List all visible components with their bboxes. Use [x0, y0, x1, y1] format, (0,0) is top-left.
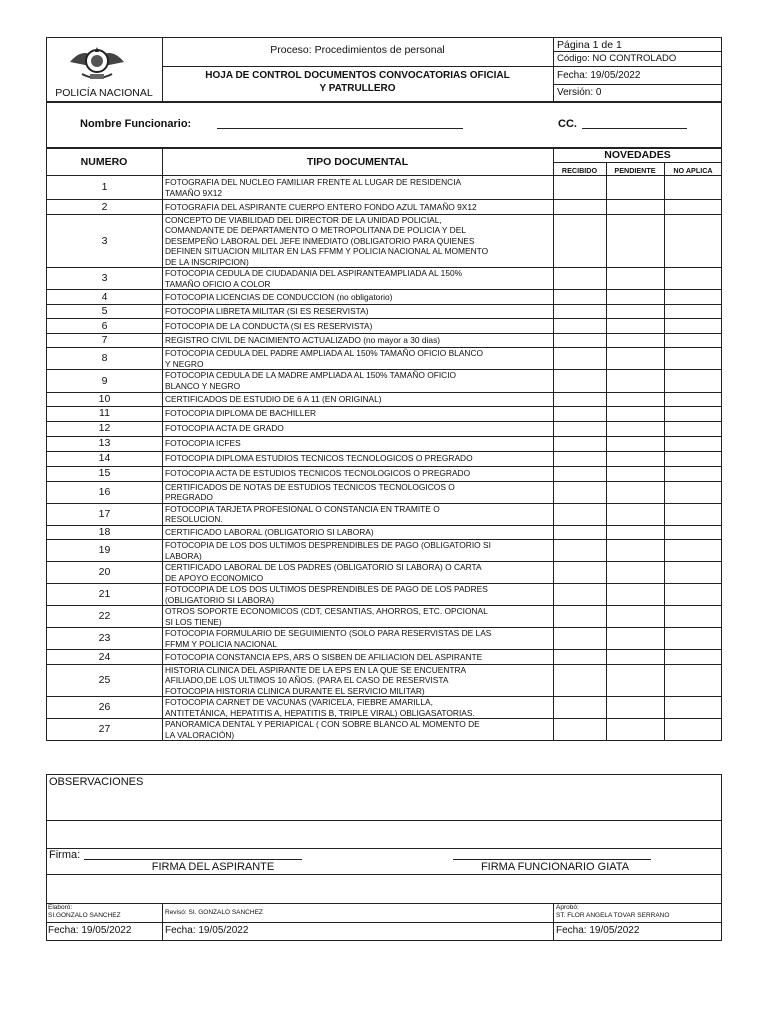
row-pending-cell[interactable] [607, 333, 665, 348]
row-received-cell[interactable] [554, 370, 607, 393]
row-number: 5 [47, 304, 163, 319]
document-type-line: TAMAÑO 9X12 [165, 187, 223, 198]
row-number: 13 [47, 436, 163, 451]
row-na-cell[interactable] [665, 290, 722, 305]
row-document-type [163, 451, 554, 466]
table-row [47, 214, 722, 268]
document-type-line: SI LOS TIENE) [165, 616, 222, 627]
row-pending-cell[interactable] [607, 697, 665, 719]
document-type-line: FOTOCOPIA CONSTANCIA EPS, ARS O SISBEN DE AFILIACION DEL ASPIRANTE [165, 651, 483, 662]
document-type-line: FOTOCOPIA DE LOS DOS ULTIMOS DESPRENDIBLES DE PAGO (OBLIGATORIO SI [165, 540, 491, 550]
table-row [47, 481, 722, 503]
document-code: Código: NO CONTROLADO [557, 53, 677, 64]
document-type-line: FOTOCOPIA FORMULARIO DE SEGUIMIENTO (SOLO PARA RESERVISTAS DE LAS [165, 628, 492, 638]
document-type-line: Y NEGRO [165, 358, 204, 369]
row-received-cell[interactable] [554, 606, 607, 628]
document-type-line: BLANCO Y NEGRO [165, 380, 241, 391]
row-number: 20 [47, 562, 163, 584]
table-row [47, 268, 722, 290]
document-type-line: FOTOCOPIA ICFES [165, 438, 241, 449]
row-number: 1 [47, 176, 163, 200]
row-number: 4 [47, 290, 163, 305]
row-document-type [163, 348, 554, 370]
row-document-type [163, 481, 554, 503]
official-signature-caption: FIRMA FUNCIONARIO GIATA [480, 861, 630, 873]
row-document-type [163, 200, 554, 215]
table-row [47, 370, 722, 393]
table-row [47, 628, 722, 650]
row-document-type [163, 214, 554, 268]
document-type-line: FOTOCOPIA CEDULA DE LA MADRE AMPLIADA AL 150% TAMAÑO OFICIO [165, 370, 457, 381]
row-pending-cell[interactable] [607, 348, 665, 370]
row-pending-cell[interactable] [607, 503, 665, 525]
row-na-cell[interactable] [665, 176, 722, 200]
row-pending-cell[interactable] [607, 200, 665, 215]
document-type-line: REGISTRO CIVIL DE NACIMIENTO ACTUALIZADO (no mayor a 30 dias) [165, 335, 441, 345]
row-document-type [163, 406, 554, 421]
document-type-line: LABORA) [165, 550, 202, 561]
row-na-cell[interactable] [665, 466, 722, 481]
document-type-line: HISTORIA CLINICA DEL ASPIRANTE DE LA EPS EN LA QUE SE ENCUENTRA [165, 664, 467, 675]
aprobo-name: ST. FLOR ANGELA TOVAR SERRANO [556, 912, 670, 919]
row-pending-cell[interactable] [607, 664, 665, 697]
document-type-line: FFMM Y POLICIA NACIONAL [165, 638, 277, 649]
row-number: 7 [47, 333, 163, 348]
applicant-signature-caption: FIRMA DEL ASPIRANTE [151, 861, 275, 873]
row-na-cell[interactable] [665, 451, 722, 466]
header-date: Fecha: 19/05/2022 [557, 70, 641, 81]
row-document-type [163, 525, 554, 540]
page-number: Página 1 de 1 [557, 39, 622, 51]
aprobo-date: Fecha: 19/05/2022 [556, 925, 640, 936]
row-pending-cell[interactable] [607, 421, 665, 436]
row-number: 21 [47, 584, 163, 606]
row-document-type [163, 719, 554, 741]
row-received-cell[interactable] [554, 697, 607, 719]
row-na-cell[interactable] [665, 436, 722, 451]
row-na-cell[interactable] [665, 200, 722, 215]
document-type-line: FOTOCOPIA DIPLOMA ESTUDIOS TECNICOS TECNOLOGICOS O PREGRADO [165, 453, 473, 464]
document-type-line: CERTIFICADOS DE ESTUDIO DE 6 A 11 (EN ORIGINAL) [165, 393, 382, 404]
elaboro-name: SI.GONZALO SANCHEZ [48, 912, 121, 919]
row-na-cell[interactable] [665, 348, 722, 370]
row-pending-cell[interactable] [607, 214, 665, 268]
row-pending-cell[interactable] [607, 525, 665, 540]
row-na-cell[interactable] [665, 650, 722, 665]
row-received-cell[interactable] [554, 348, 607, 370]
row-number: 18 [47, 525, 163, 540]
row-pending-cell[interactable] [607, 304, 665, 319]
row-document-type [163, 664, 554, 697]
row-received-cell[interactable] [554, 268, 607, 290]
process-label: Proceso: Procedimientos de personal [270, 44, 445, 56]
document-type-line: RESOLUCION. [165, 514, 223, 524]
documents-table [46, 175, 722, 741]
document-type-line: FOTOCOPIA CEDULA DE CIUDADANIA DEL ASPIRANTEAMPLIADA AL 150% [165, 268, 463, 278]
document-type-line: CERTIFICADO LABORAL (OBLIGATORIO SI LABORA) [165, 527, 374, 537]
document-type-line: DESEMPEÑO LABORAL DEL JEFE INMEDIATO (OBLIGATORIO PARA QUIENES [165, 235, 475, 246]
version-label: Versión: 0 [557, 87, 602, 98]
row-document-type [163, 436, 554, 451]
document-type-line: PANORAMICA DENTAL Y PERIAPICAL ( CON SOBRE BLANCO AL MOMENTO DE [165, 719, 480, 729]
row-received-cell[interactable] [554, 436, 607, 451]
row-number: 16 [47, 481, 163, 503]
police-emblem-icon [68, 44, 126, 84]
observations-frame [46, 774, 722, 904]
document-type-line: FOTOCOPIA CEDULA DEL PADRE AMPLIADA AL 150% TAMAÑO OFICIO BLANCO [165, 348, 484, 358]
row-pending-cell[interactable] [607, 392, 665, 406]
table-row [47, 176, 722, 200]
row-document-type [163, 290, 554, 305]
row-na-cell[interactable] [665, 719, 722, 741]
row-number: 24 [47, 650, 163, 665]
table-row [47, 304, 722, 319]
row-number: 3 [47, 214, 163, 268]
document-type-line: PREGRADO [165, 492, 213, 502]
table-row [47, 290, 722, 305]
row-document-type [163, 319, 554, 334]
row-document-type [163, 503, 554, 525]
col-na-header: NO APLICA [673, 166, 713, 175]
document-type-line: FOTOCOPIA TARJETA PROFESIONAL O CONSTANCIA EN TRAMITE O [165, 503, 440, 514]
footer-midline [46, 922, 722, 923]
row-received-cell[interactable] [554, 719, 607, 741]
employee-name-label: Nombre Funcionario: [80, 118, 192, 130]
row-pending-cell[interactable] [607, 370, 665, 393]
employee-id-label: CC. [558, 118, 577, 130]
row-received-cell[interactable] [554, 176, 607, 200]
th-news-line [553, 162, 722, 163]
document-type-line: CERTIFICADOS DE NOTAS DE ESTUDIOS TECNICOS TECNOLOGICOS O [165, 481, 455, 492]
document-type-line: FOTOCOPIA ACTA DE GRADO [165, 423, 284, 434]
row-na-cell[interactable] [665, 214, 722, 268]
obs-line-2 [46, 848, 722, 849]
col-pending-header: PENDIENTE [614, 166, 656, 175]
form-title-line1: HOJA DE CONTROL DOCUMENTOS CONVOCATORIAS OFICIAL [205, 70, 510, 81]
obs-line-3 [46, 874, 722, 875]
table-row [47, 697, 722, 719]
table-row [47, 525, 722, 540]
row-na-cell[interactable] [665, 664, 722, 697]
document-type-line: COMANDANTE DE DEPARTAMENTO O METROPOLITANA DE POLICIA Y DEL [165, 225, 466, 235]
header-page-line [553, 51, 722, 52]
row-received-cell[interactable] [554, 200, 607, 215]
header-process-line [162, 66, 553, 67]
document-type-line: AFILIADO,DE LOS ULTIMOS 10 AÑOS. (PARA EL CASO DE RESERVISTA [165, 675, 449, 685]
row-pending-cell[interactable] [607, 319, 665, 334]
row-received-cell[interactable] [554, 650, 607, 665]
document-type-line: FOTOGRAFIA DEL NUCLEO FAMILIAR FRENTE AL LUGAR DE RESIDENCIA [165, 177, 462, 187]
table-row [47, 451, 722, 466]
table-row [47, 436, 722, 451]
row-na-cell[interactable] [665, 406, 722, 421]
row-received-cell[interactable] [554, 466, 607, 481]
obs-line-1 [46, 820, 722, 821]
document-type-line: FOTOCOPIA DIPLOMA DE BACHILLER [165, 408, 317, 419]
row-document-type [163, 176, 554, 200]
row-document-type [163, 540, 554, 562]
row-pending-cell[interactable] [607, 436, 665, 451]
row-na-cell[interactable] [665, 697, 722, 719]
row-pending-cell[interactable] [607, 562, 665, 584]
row-pending-cell[interactable] [607, 176, 665, 200]
col-type-header: TIPO DOCUMENTAL [306, 156, 409, 168]
row-document-type [163, 562, 554, 584]
form-title-line2: Y PATRULLERO [319, 83, 396, 94]
row-document-type [163, 304, 554, 319]
row-pending-cell[interactable] [607, 606, 665, 628]
applicant-signature-line[interactable] [84, 858, 302, 860]
document-type-line: FOTOCOPIA LICENCIAS DE CONDUCCION (no obligatorio) [165, 291, 393, 302]
table-row [47, 562, 722, 584]
table-row [47, 392, 722, 406]
row-na-cell[interactable] [665, 606, 722, 628]
table-row [47, 584, 722, 606]
row-number: 12 [47, 421, 163, 436]
row-pending-cell[interactable] [607, 628, 665, 650]
row-pending-cell[interactable] [607, 719, 665, 741]
row-document-type [163, 392, 554, 406]
row-number: 9 [47, 370, 163, 393]
row-received-cell[interactable] [554, 664, 607, 697]
document-type-line: (OBLIGATORIO SI LABORA) [165, 594, 275, 605]
document-type-line: LA VALORACIÓN) [165, 729, 235, 740]
row-received-cell[interactable] [554, 406, 607, 421]
row-na-cell[interactable] [665, 268, 722, 290]
row-received-cell[interactable] [554, 319, 607, 334]
row-document-type [163, 584, 554, 606]
row-number: 19 [47, 540, 163, 562]
document-type-line: FOTOCOPIA DE LOS DOS ULTIMOS DESPRENDIBLES DE PAGO DE LOS PADRES [165, 584, 488, 594]
table-row [47, 348, 722, 370]
table-row [47, 333, 722, 348]
row-pending-cell[interactable] [607, 406, 665, 421]
row-pending-cell[interactable] [607, 466, 665, 481]
row-pending-cell[interactable] [607, 481, 665, 503]
row-na-cell[interactable] [665, 562, 722, 584]
reviso-date: Fecha: 19/05/2022 [165, 925, 249, 936]
row-received-cell[interactable] [554, 451, 607, 466]
row-received-cell[interactable] [554, 333, 607, 348]
row-na-cell[interactable] [665, 481, 722, 503]
table-row [47, 466, 722, 481]
col-number-header: NUMERO [80, 156, 128, 168]
row-received-cell[interactable] [554, 214, 607, 268]
org-name: POLICÍA NACIONAL [55, 87, 153, 99]
reviso-name: Revisó: SI. GONZALO SANCHEZ [165, 909, 263, 916]
row-received-cell[interactable] [554, 304, 607, 319]
document-type-line: FOTOGRAFIA DEL ASPIRANTE CUERPO ENTERO FONDO AZUL TAMAÑO 9X12 [165, 201, 477, 212]
header-divider-right [553, 37, 554, 102]
row-received-cell[interactable] [554, 562, 607, 584]
row-number: 8 [47, 348, 163, 370]
col-received-header: RECIBIDO [561, 166, 598, 175]
row-na-cell[interactable] [665, 333, 722, 348]
table-row [47, 406, 722, 421]
row-pending-cell[interactable] [607, 584, 665, 606]
row-received-cell[interactable] [554, 290, 607, 305]
row-number: 17 [47, 503, 163, 525]
document-type-line: FOTOCOPIA ACTA DE ESTUDIOS TECNICOS TECNOLOGICOS O PREGRADO [165, 468, 471, 479]
document-type-line: CONCEPTO DE VIABILIDAD DEL DIRECTOR DE LA UNIDAD POLICIAL, [165, 214, 442, 225]
row-document-type [163, 421, 554, 436]
row-pending-cell[interactable] [607, 268, 665, 290]
table-row [47, 650, 722, 665]
table-row [47, 664, 722, 697]
row-number: 3 [47, 268, 163, 290]
table-row [47, 200, 722, 215]
row-pending-cell[interactable] [607, 650, 665, 665]
document-type-line: FOTOCOPIA DE LA CONDUCTA (SI ES RESERVISTA) [165, 320, 373, 331]
table-row [47, 421, 722, 436]
table-row [47, 540, 722, 562]
document-type-line: CERTIFICADO LABORAL DE LOS PADRES (OBLIGATORIO SI LABORA) O CARTA [165, 562, 482, 572]
row-received-cell[interactable] [554, 540, 607, 562]
row-number: 25 [47, 664, 163, 697]
row-number: 14 [47, 451, 163, 466]
row-na-cell[interactable] [665, 628, 722, 650]
row-document-type [163, 606, 554, 628]
employee-name-field[interactable] [217, 127, 463, 129]
row-received-cell[interactable] [554, 525, 607, 540]
row-number: 6 [47, 319, 163, 334]
table-row [47, 606, 722, 628]
document-type-line: ANTITETÁNICA, HEPATITIS A, HEPATITIS B, TRIPLE VIRAL) OBLIGASATORIAS. [165, 707, 475, 718]
row-document-type [163, 650, 554, 665]
row-na-cell[interactable] [665, 525, 722, 540]
row-na-cell[interactable] [665, 584, 722, 606]
row-number: 11 [47, 406, 163, 421]
row-document-type [163, 697, 554, 719]
document-type-line: TAMAÑO OFICIO A COLOR [165, 278, 271, 289]
row-na-cell[interactable] [665, 370, 722, 393]
row-document-type [163, 333, 554, 348]
row-number: 15 [47, 466, 163, 481]
col-news-header: NOVEDADES [604, 149, 671, 161]
row-na-cell[interactable] [665, 304, 722, 319]
observations-label: OBSERVACIONES [49, 776, 144, 788]
row-number: 26 [47, 697, 163, 719]
header-code-line [553, 66, 722, 67]
signature-label: Firma: [49, 849, 81, 861]
document-type-line: DE LA INSCRIPCION) [165, 256, 249, 267]
row-pending-cell[interactable] [607, 451, 665, 466]
document-type-line: FOTOCOPIA HISTORIA CLINICA DURANTE EL SERVICIO MILITAR) [165, 685, 425, 696]
row-received-cell[interactable] [554, 628, 607, 650]
row-received-cell[interactable] [554, 584, 607, 606]
employee-id-field[interactable] [582, 127, 687, 129]
elaboro-label: Elaboró: [48, 904, 73, 911]
row-received-cell[interactable] [554, 392, 607, 406]
document-type-line: FOTOCOPIA CARNET DE VACUNAS (VARICELA, FIEBRE AMARILLA, [165, 697, 433, 707]
row-document-type [163, 268, 554, 290]
row-na-cell[interactable] [665, 319, 722, 334]
document-type-line: DE APOYO ECONOMICO [165, 572, 264, 583]
official-signature-line[interactable] [453, 858, 651, 860]
aprobo-label: Aprobó: [556, 904, 579, 911]
row-received-cell[interactable] [554, 503, 607, 525]
row-document-type [163, 628, 554, 650]
table-row [47, 719, 722, 741]
document-type-line: OTROS SOPORTE ECONOMICOS (CDT, CESANTIAS, AHORROS, ETC. OPCIONAL [165, 606, 488, 616]
row-na-cell[interactable] [665, 392, 722, 406]
table-row [47, 319, 722, 334]
table-row [47, 503, 722, 525]
row-na-cell[interactable] [665, 540, 722, 562]
row-pending-cell[interactable] [607, 290, 665, 305]
row-received-cell[interactable] [554, 481, 607, 503]
row-number: 2 [47, 200, 163, 215]
row-number: 22 [47, 606, 163, 628]
document-type-line: FOTOCOPIA LIBRETA MILITAR (SI ES RESERVISTA) [165, 306, 369, 316]
row-number: 10 [47, 392, 163, 406]
row-document-type [163, 466, 554, 481]
header-date-line [553, 84, 722, 85]
row-na-cell[interactable] [665, 421, 722, 436]
row-number: 27 [47, 719, 163, 741]
row-na-cell[interactable] [665, 503, 722, 525]
elaboro-date: Fecha: 19/05/2022 [48, 925, 132, 936]
row-number: 23 [47, 628, 163, 650]
document-type-line: DEFINEN SITUACION MILITAR EN LAS FFMM Y POLICIA NACIONAL AL MOMENTO [165, 246, 489, 256]
row-received-cell[interactable] [554, 421, 607, 436]
row-pending-cell[interactable] [607, 540, 665, 562]
row-document-type [163, 370, 554, 393]
